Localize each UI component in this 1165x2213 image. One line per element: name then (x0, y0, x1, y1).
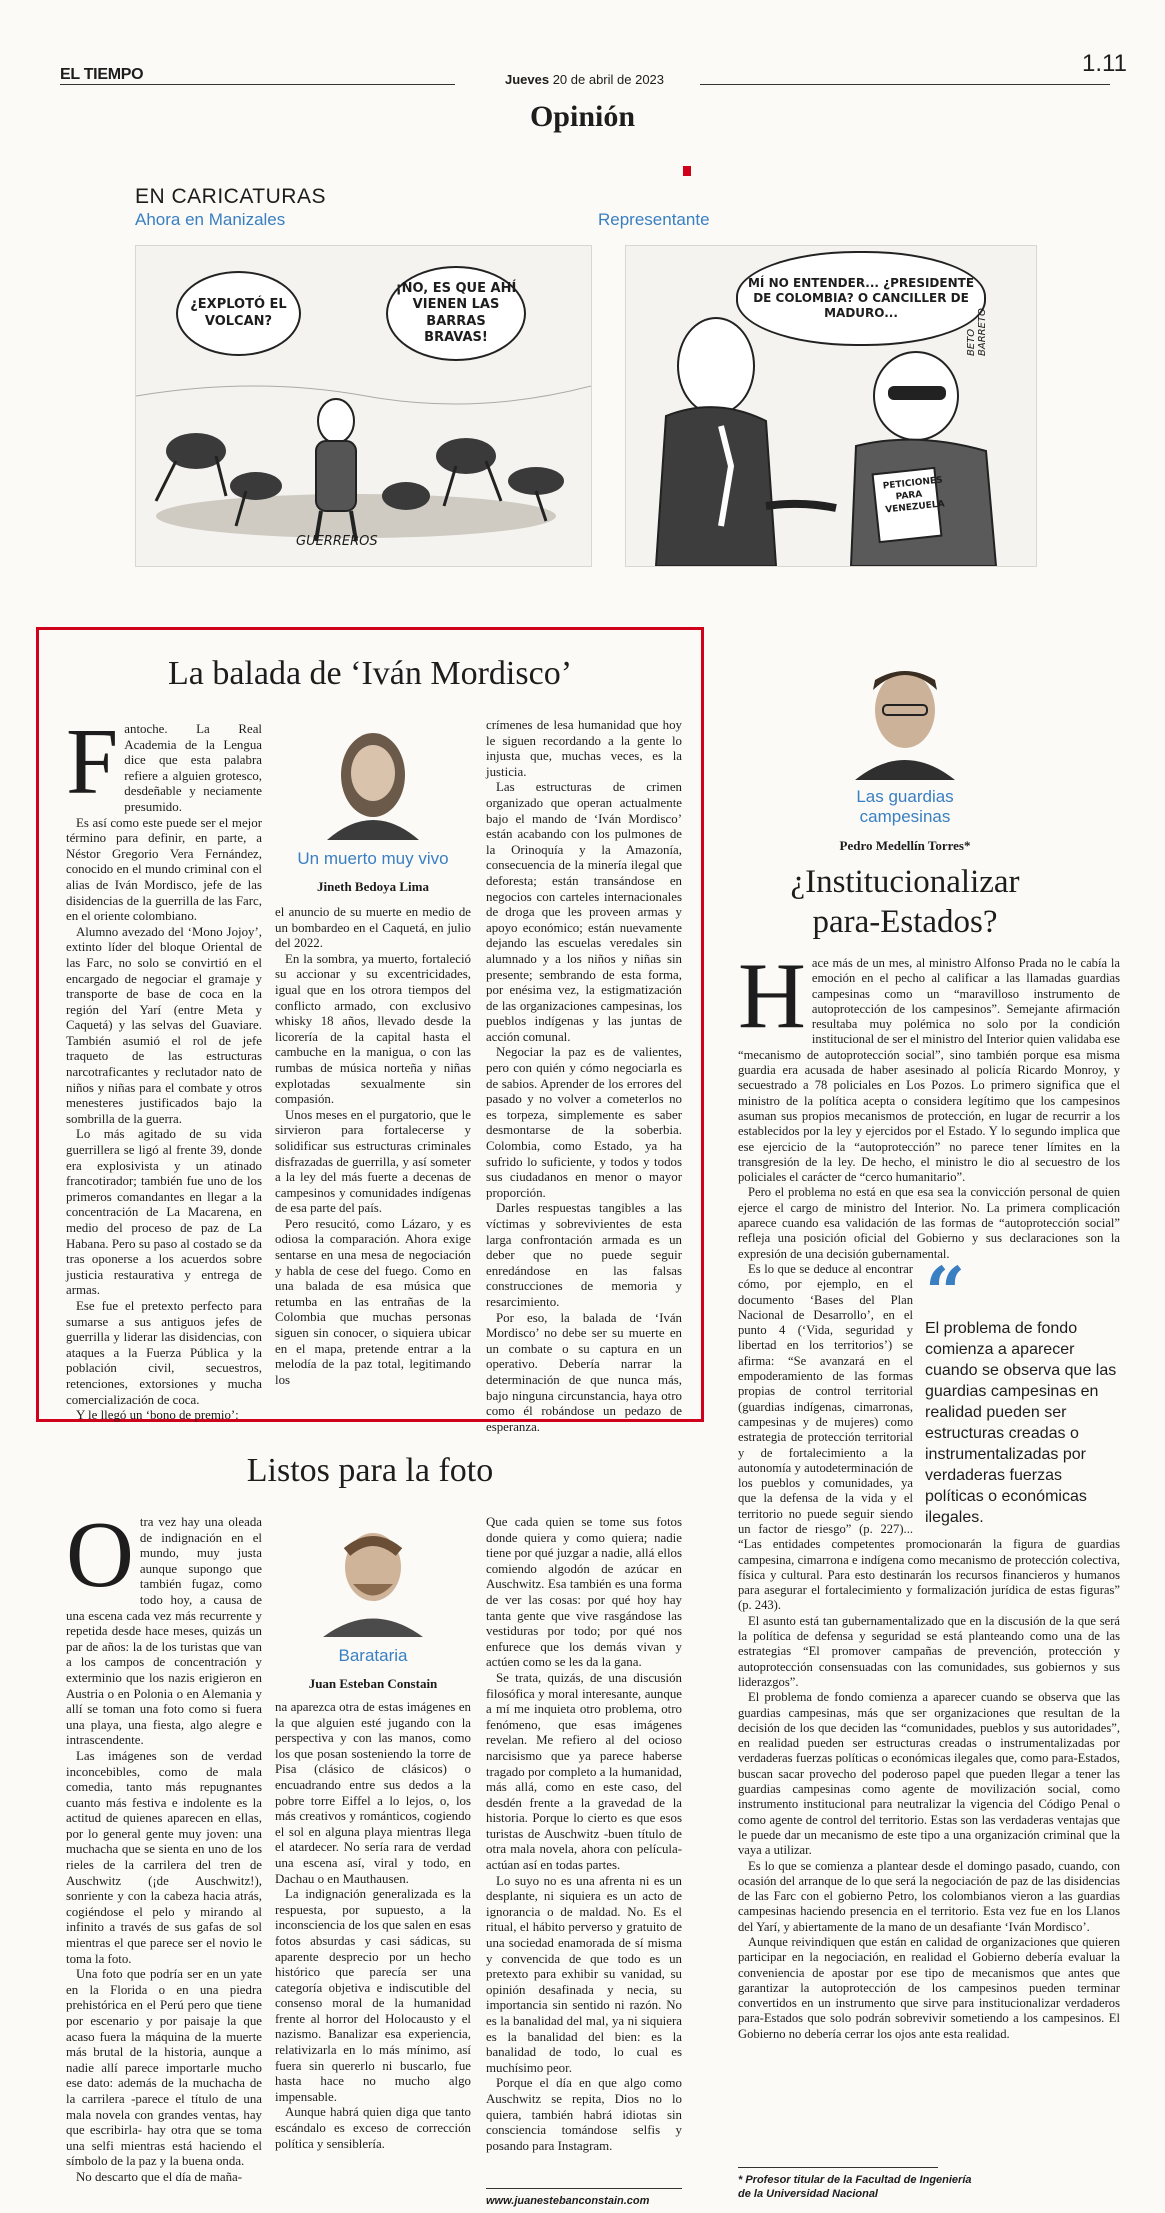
article1-author-box (275, 715, 471, 895)
header-rule-left (60, 84, 455, 85)
article1-paragraph: Darles respuestas tangibles a las víctimas y sobrevivientes de esta larga confrontación armada es un deber que no puede seguir enredándose en las falsas construcciones de memoria y resarcimiento. (486, 1201, 682, 1309)
article2-paragraph: Lo suyo no es una afrenta ni es un desplante, ni siquiera es un acto de ignorancia o de maldad. No. Es el ritual, el hábito perverso y gratuito de una sociedad enamorada de sí misma y convencida de que todo es un pretexto para exhibir su vanidad, su opinión desafinada y necia, su importancia sin sentido ni razón. No es la banalidad del mal, ya ni siquiera es la banalidad del bien: es la banalidad de todo, lo cual es muchísimo peor. (486, 1873, 682, 2075)
article3-footnote: * Profesor titular de la Facultad de Ingeniería de la Universidad Nacional (738, 2174, 972, 2200)
issue-date-day: Jueves (505, 72, 550, 87)
article2-column-1 (66, 1503, 262, 2186)
article3-paragraph: Es lo que se deduce al encontrar cómo, por ejemplo, en el documento ‘Bases del Plan Nacional de Desarrollo’, en el punto 4 (‘Vida, seguridad y libertad en los territorios’) se afirma: “Se avanzará en el empoderamiento de las formas propias de control territorial (guardias indígenas, cimarronas, campesinas y de mujeres) como estrategia de protección territorial y de fortalecimiento a la autonomía y autodeterminación de los pueblos y comunidades, ya que la defensa de la vida y el territorio no puede seguir siendo un factor de riesgo” (p. 227)... “Las entidades competentes promocionarán la figura de guardias campesina, cimarrona e indígena como mecanismo de protección colectiva, física y cultural. Para esto destinarán los recursos financieros y humanos para asegurar el fortalecimiento y formalización jurídica de estas figuras” (p. 243). (738, 1261, 1120, 1613)
article2-author-box (275, 1512, 471, 1692)
article1-paragraph: Negociar la paz es de valientes, pero con quién y cómo negociarla es de sabios. Aprender de los errores del pasado y no volver a cometerlos no es torpeza, simplemente es saber desmontarse de la soberbia. Colombia, como Estado, ya ha sufrido lo suficiente, y todos y todos sus ciudadanos en menor o mayor proporción. (486, 1045, 682, 1200)
article3-paragraph: Aunque reivindiquen que están en calidad de organizaciones que quieren participar en la negociación, en realidad el Gobierno debería evaluar la conveniencia de apostar por ese tipo de mecanismos que antes que garantizar la autoprotección de los campesinos pueden terminar convertidos en un instrumento que sirve para institucionalizar verdaderos para-Estados que solo podrán sobrevivir sometiendo a los campesinos. El Gobierno no debería cerrar los ojos ante esta realidad. (738, 1935, 1120, 2041)
masthead: EL TIEMPO (60, 66, 144, 83)
author-photo (815, 650, 995, 780)
article3-paragraph: El problema de fondo comienza a aparecer cuando se observa que las guardias campesinas, más que ser organizaciones que resultan de la decisión de los que deciden las “comunidades, pueblos y sus autoridades”, en realidad pueden ser estructuras creadas o instrumentalizadas por verdaderas fuerzas políticas o económicas ilegales que, como para-Estados, buscan sacar provecho del poderoso papel que pueden llegar a tener las guardias campesinas como agente de movilización social, como instrumento institucional para neutralizar la vigencia del Código Penal o como agente de control del territorio. Estas son las verdaderas ventajas que le puede dar un mecanismo de este tipo a una organización criminal que la vaya a utilizar. (738, 1690, 1120, 1858)
author-photo (275, 715, 471, 840)
article2-column-name: Barataria (338, 1646, 408, 1665)
pull-quote: El problema de fondo comienza a aparecer cuando se observa que las guardias campesinas en realidad pueden ser estructuras creadas o instrumentalizadas por verdaderas fuerzas políticas o económicas ilegales. (925, 1319, 1117, 1526)
article1-paragraph: Las estructuras de crimen organizado que operan actualmente bajo el mando de ‘Iván Mordisco’ están acabando con los pulmones de la Orinoquía y la Amazonía, consecuencia de la minería ilegal que deforesta; están transándose en negocios con carteles internacionales de droga que les proveen armas y apoyo económico; están nuevamente dejando las escuelas veredales sin alumnado y a los niños y niñas sin presente; sembrando de esta forma, por enésima vez, la estigmatización de las organizaciones campesinas, los pueblos indígenas y las juntas de acción comunal. (486, 780, 682, 1044)
caricature-left (135, 245, 592, 567)
article3-column-name: Las guardias campesinas (856, 787, 954, 826)
article2-paragraph: na aparezca otra de estas imágenes en la que alguien esté jugando con la perspectiva y con las manos, como los que posan sosteniendo la torre de Pisa (clásico de clásicos) o encuadrando entre sus dedos a la pobre torre Eiffel a lo lejos, o, los más creativos y románticos, cogiendo el sol en alguna playa mientras llega el atardecer. No sería rara de verdad una escena así, viral y todo, en Dachau o en Mauthausen. (275, 1700, 471, 1886)
pull-quote-box (925, 1250, 1120, 1528)
article1-paragraph: Lo más agitado de su vida guerrillera se ligó al frente 39, donde era explosivista y un atinado francotirador; también fue uno de los primeros comandantes en llegar a la concentración de La Macarena, en medio del proceso de paz de La Habana. Pero su paso al costado se da tras oponerse a los acuerdos sobre justicia restaurativa y entrega de armas. (66, 1127, 262, 1298)
article2-paragraph: Que cada quien se tome sus fotos donde quiera y como quiera; nadie tiene por qué juzgar a nadie, allá ellos comiendo algodón de azúcar en Auschwitz. Esa también es una forma de ver las cosas: por qué hoy hay tanta gente que vive rasgándose las vestiduras por todo; por qué nos enfurece que los demás vivan y actúen como se les da la gana. (486, 1515, 682, 1670)
article2-paragraph: Se trata, quizás, de una discusión filosófica y moral interesante, aunque a mí me inquieta otro problema, otro fenómeno, que esas imágenes revelan. Me refiero al del ocioso narcisismo que ya parece haberse tragado por completo a la humanidad, más allá, como en este caso, del desdén frente a la gravedad de la historia. Porque lo cierto es que esos turistas de Auschwitz -buen título de otra mala novela, ahora con película- actúan así en todas partes. (486, 1670, 682, 1873)
article1-paragraph: Y le llegó un ‘bono de premio’: (76, 1408, 239, 1423)
article3-paragraph: ace más de un mes, al ministro Alfonso Prada no le cabía la emoción en el pecho al calificar a las llamadas guardias campesinas como un “maravilloso instrumento de autoprotección de los campesinos”. Semejante afirmación resultaba muy polémica no solo por la condición institucional de ser el ministro del Interior quien validaba ese “mecanismo de autoprotección social”, sino también porque esa misma guardia era acusada de haber asesinado al policía Ricardo Monroy, y secuestrado a 78 policiales en Los Pozos. Lo primero significa que el ministro de la política acepta o considera legítimo que los campesinos asuman sus propios mecanismos de protección, en lugar de recurrir a los establecidos por la ley y ejercidos por el Estado. Y lo segundo implica que ese ejercicio de la “autoprotección” no parece tener límites en la transgresión de la ley. De hecho, el ministro le dio al secuestro de los policiales el carácter de “cerco humanitario”. (738, 956, 1120, 1185)
issue-date-rest: 20 de abril de 2023 (549, 72, 665, 87)
article2-paragraph: Porque el día en que algo como Auschwitz se repita, Dios no lo quiera, también habrá idiotas sin consciencia tomándose selfis y posando para Instagram. (486, 2076, 682, 2153)
article1-title: La balada de ‘Iván Mordisco’ (167, 655, 573, 692)
caricature-right-signature: BETO BARRETO (966, 308, 988, 356)
article2-website: www.juanestebanconstain.com (486, 2195, 650, 2207)
article1-paragraph: Es así como este puede ser el mejor término para definir, en parte, a Néstor Gregorio Vera Fernández, conocido en el mundo criminal con el alias de Iván Mordisco, jefe de las disidencias de la guerrilla de las Farc, en el oriente colombiano. (66, 815, 262, 924)
article1-paragraph: Por eso, la balada de ‘Iván Mordisco’ no debe ser su muerte en un combate o su captura en un operativo. Debería narrar la determinación de que nunca más, bajo ninguna circunstancia, haya otro como él robándose un pedazo de esperanza. (486, 1310, 682, 1434)
article3-author: Pedro Medellín Torres* (839, 838, 971, 853)
article2-paragraph: La indignación generalizada es la respuesta, por supuesto, a la inconsciencia de los que salen en esas fotos absurdas y casi sádicas, su aparente desprecio por un hecho histórico que parecía ser una categoría objetiva e indiscutible del consenso moral de la humanidad frente al horror del Holocausto y el nazismo. Banalizar esa experiencia, relativizarla en lo más mínimo, así fuera sin quererlo ni buscarlo, fue hasta hace no mucho algo impensable. (275, 1887, 471, 2104)
article2-dropcap: O (66, 1503, 134, 1607)
caricature-right (625, 245, 1037, 567)
caricature-left-title: Ahora en Manizales (135, 210, 286, 229)
quote-icon: “ (925, 1250, 966, 1334)
caricature-left-signature: GUERREROS (296, 534, 378, 549)
author-photo (275, 1512, 471, 1637)
article1-paragraph: Unos meses en el purgatorio, que le sirvieron para fortalecerse y solidificar sus estructuras criminales disfrazadas de guerrilla, y así someter a la ley del más fuerte a decenas de campesinos y comunidades indígenas de esa parte del país. (275, 1107, 471, 1216)
article2-paragraph: tra vez hay una oleada de indignación en el mundo, muy justa aunque supongo que también fugaz, como todo hoy, a causa de una escena cada vez más recurrente y repetida desde hace meses, quizás un par de años: la de los turistas que van a los campos de concentración y exterminio que los nazis erigieron en Austria o en Polonia o en Alemania y allí se toman una foto como si fuera una playa, una fiesta, algo alegre e intrascendente. (66, 1515, 262, 1748)
article2-title: Listos para la foto (246, 1452, 494, 1489)
article2-paragraph: Una foto que podría ser en un yate en la Florida o en una piedra prehistórica en el Perú pero que tiene por escenario y por paisaje la que acaso fuera la máquina de la muerte más brutal de la historia, aunque a nadie allí parece importarle mucho ese dato: además de la muchacha de la carrilera -parece el título de una mala novela con grandes ventas, hay que escribirla- hay otra que se toma una selfi mientras está haciendo el símbolo de la paz y la buena onda. (66, 1967, 262, 2169)
caricature-right-title: Representante (598, 210, 710, 229)
article1-paragraph: Pero resucitó, como Lázaro, y es odiosa la comparación. Ahora exige sentarse en una mesa de negociación y habla de cese del fuego. Como en una balada de esa música que retumba en las entrañas de la Colombia que muchas personas siguen sin conocer, o siquiera ubicar en el mapa, pretende entrar a la melodía de la paz total, legitimando los (275, 1216, 471, 1387)
issue-date (505, 72, 664, 87)
caricature-right-folder: PETICIONES PARA VENEZUELA (882, 475, 946, 516)
article3-author-box (815, 650, 995, 827)
article2-paragraph: No descarto que el día de maña- (76, 2169, 243, 2184)
section-title: Opinión (529, 100, 636, 133)
caricature-left-bubble-1: ¿EXPLOTÓ EL VOLCAN? (176, 271, 301, 356)
article2-website-rule (486, 2188, 682, 2189)
article3-body (738, 944, 1120, 2042)
section-marker (683, 166, 691, 176)
caricature-left-bubble-2: ¡NO, ES QUE AHÍ VIENEN LAS BARRAS BRAVAS! (386, 266, 526, 361)
article2-paragraph: Aunque habrá quien diga que tanto escándalo es exceso de corrección política y sensiblería. (275, 2105, 471, 2151)
article2-author: Juan Esteban Constain (308, 1676, 438, 1691)
article1-column-name: Un muerto muy vivo (297, 849, 449, 868)
caricatures-heading: EN CARICATURAS (135, 185, 326, 208)
article3-paragraph: Pero el problema no está en que esa sea la convicción personal de quien ejerce el cargo de ministro del Interior. No. La primera complicación aparece cuando esa validación de las formas de “autoprotección social” refleja una posición oficial del Gobierno y sus declaraciones son la expresión de una decisión gubernamental. (738, 1185, 1120, 1261)
article2-column-2 (275, 1700, 471, 2152)
article1-paragraph: Ese fue el pretexto perfecto para sumarse a sus antiguos jefes de guerrilla y liderar las disidencias, con ataques a la Fuerza Pública y la población civil, secuestros, retenciones, extorsiones y mucha comercialización de coca. (66, 1298, 262, 1407)
article1-column-3 (486, 718, 682, 1435)
caricature-right-bubble: MÍ NO ENTENDER... ¿PRESIDENTE DE COLOMBIA? O CANCILLER DE MADURO... (736, 251, 986, 346)
header-rule-right (700, 84, 1110, 85)
article3-title: ¿Institucionalizar para-Estados? (790, 864, 1020, 940)
article1-dropcap: F (66, 710, 119, 814)
article2-paragraph: Las imágenes son de verdad inconcebibles, como de mala comedia, tanto más repugnantes cuanto más festiva e indolente es la actitud de quienes aparecen en ellas, por lo general gente muy joven: una muchacha que se sienta en uno de los rieles de la carrilera del tren de Auschwitz (¡de Auschwitz!), sonriente y con la cabeza hacia atrás, cogiéndose el pelo y mirando al infinito a través de sus gafas de sol mientras el que parece ser el novio le toma la foto. (66, 1748, 262, 1966)
article3-footnote-rule (738, 2167, 938, 2168)
article3-paragraph: Es lo que se comienza a plantear desde el domingo pasado, cuando, con ocasión del arranque de lo que será la negociación de paz de las disidencias de las Farc con el gobierno Petro, los colombianos vieron a las guardias campesinas haciendo presencia en el territorio. Esta vez fue en los Llanos del Yarí, y abiertamente de la mano de un desafiante ‘Iván Mordisco’. (738, 1858, 1120, 1934)
article1-paragraph: el anuncio de su muerte en medio de un bombardeo en el Caquetá, en julio del 2022. (275, 905, 471, 951)
article1-column-1 (66, 710, 262, 1424)
article1-paragraph: crímenes de lesa humanidad que hoy le siguen recordando a la gente lo injusta que, muchas veces, es la justicia. (486, 718, 682, 779)
article1-paragraph: Alumno avezado del ‘Mono Jojoy’, extinto líder del bloque Oriental de las Farc, no solo se convirtió en el encargado de negociar el gramaje y transporte de base de coca en la región del Yarí (entre Meta y Caquetá) y las selvas del Guaviare. También asumió el rol de jefe traqueto de las estructuras narcotraficantes y reclutador nato de niños y niñas para el combate y otros menesteres justificados bajo la sombrilla de la guerra. (66, 924, 262, 1126)
article3-dropcap: H (738, 944, 806, 1048)
article1-paragraph: En la sombra, ya muerto, fortaleció su accionar y su excentricidades, igual que en los otrora tiempos del conflicto armado, con exclusivo whisky 18 años, llevado desde la licorería de la capital hasta el cambuche en la manigua, o con las rumbas de música norteña y niñas explotadas sexualmente sin compasión. (275, 951, 471, 1107)
article1-column-2 (275, 905, 471, 1388)
article3-paragraph: El asunto está tan gubernamentalizado que en la discusión de la que será la política de defensa y seguridad se está planteando como una de las estrategias “El promover campañas de prevención, protección y autoprotección consensuadas con las comunidades, sus gobiernos y sus liderazgos”. (738, 1613, 1120, 1689)
page-number: 1.11 (1082, 50, 1127, 77)
article2-column-3 (486, 1515, 682, 2154)
article1-paragraph: antoche. La Real Academia de la Lengua dice que esta palabra refiere a alguien grotesco, desdeñable y neciamente presumido. (124, 722, 262, 814)
article1-author: Jineth Bedoya Lima (317, 879, 429, 894)
